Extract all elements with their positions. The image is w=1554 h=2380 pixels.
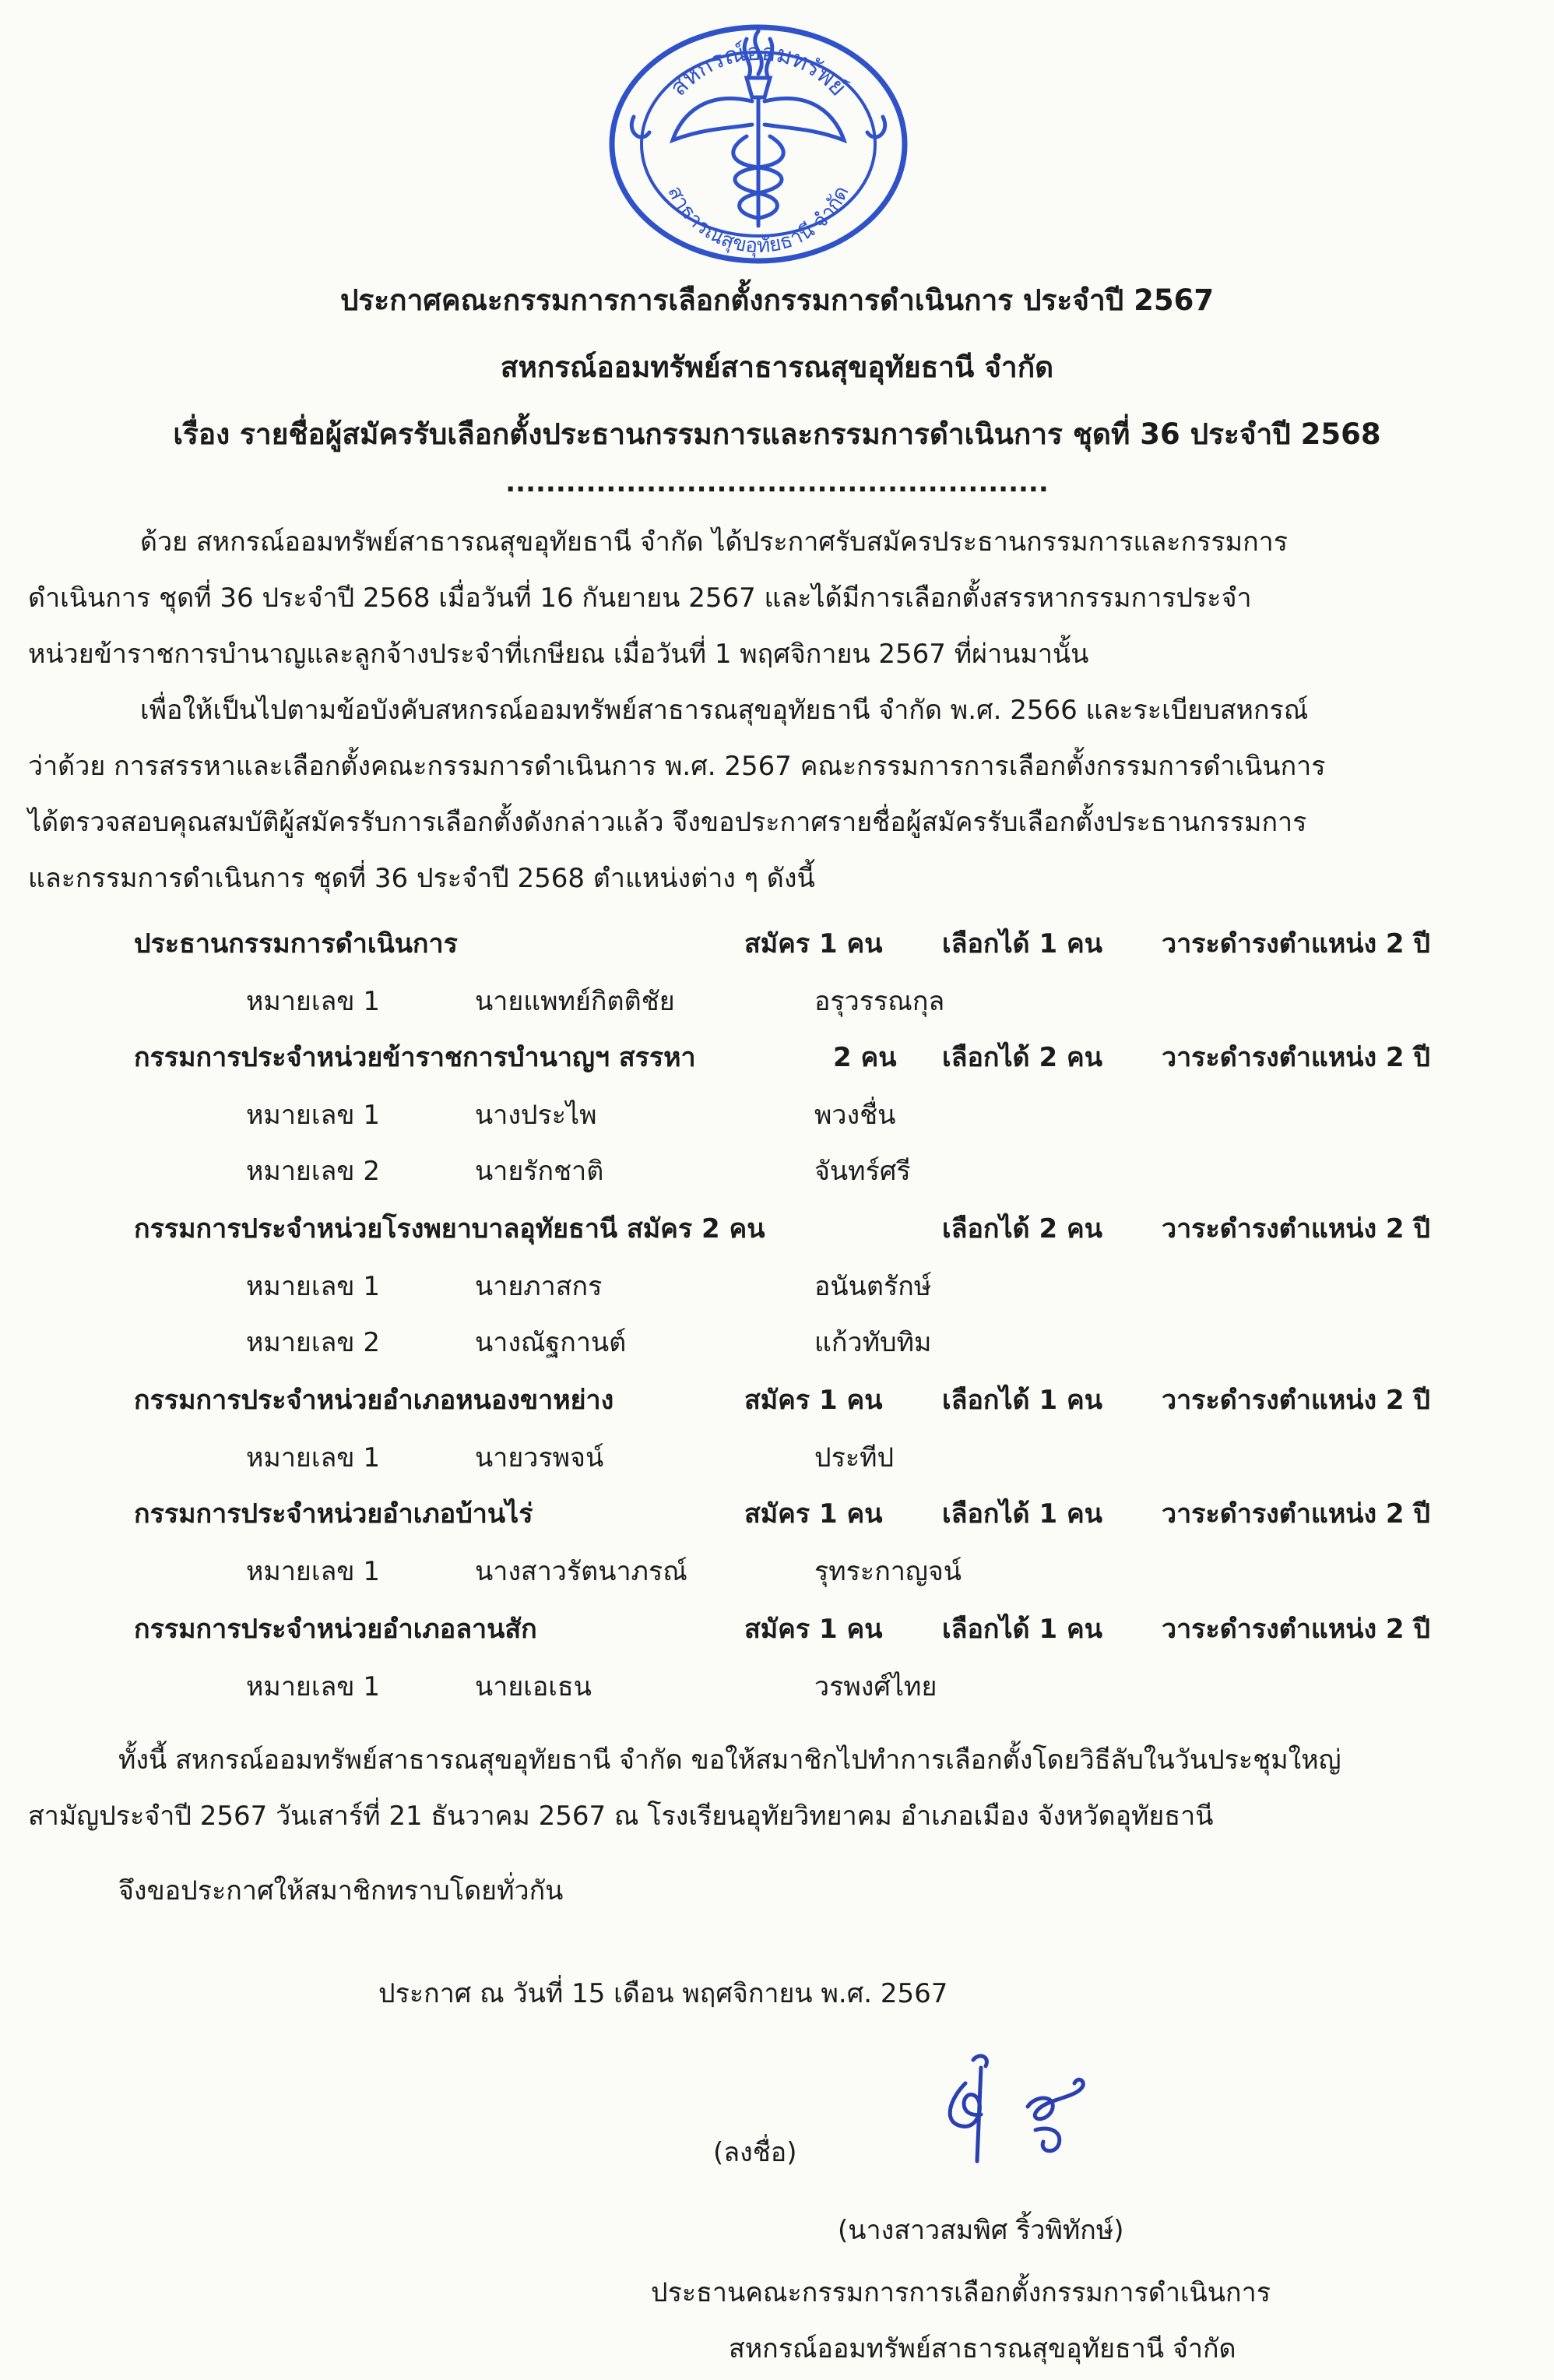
candidate-number: หมายเลข 1 [246, 986, 380, 1017]
intro-paragraph-line: ว่าด้วย การสรรหาและเลือกตั้งคณะกรรมการดำเนินการ พ.ศ. 2567 คณะกรรมการการเลือกตั้งกรรมการดำเนินการ [28, 751, 1326, 782]
candidate-first-name: นางประไพ [475, 1100, 597, 1131]
handwritten-signature [919, 2052, 1137, 2169]
position-elect: เลือกได้ 2 คน [942, 1213, 1102, 1245]
intro-paragraph-line: ได้ตรวจสอบคุณสมบัติผู้สมัครรับการเลือกตั้งดังกล่าวแล้ว จึงขอประกาศรายชื่อผู้สมัครรับเลือกตั้งประธานกรรมการ [28, 807, 1307, 838]
header-rule: ...................................................... [505, 467, 1049, 498]
sign-label: (ลงชื่อ) [713, 2137, 797, 2168]
intro-paragraph-line: เพื่อให้เป็นไปตามข้อบังคับสหกรณ์ออมทรัพย์สาธารณสุขอุทัยธานี จำกัด พ.ศ. 2566 และระเบียบสหกรณ์ [140, 695, 1309, 726]
position-term: วาระดำรงตำแหน่ง 2 ปี [1162, 1614, 1430, 1645]
candidate-first-name: นางสาวรัตนาภรณ์ [475, 1556, 687, 1587]
position-elect: เลือกได้ 1 คน [942, 1498, 1102, 1530]
candidate-first-name: นายภาสกร [475, 1271, 603, 1302]
candidate-first-name: นายแพทย์กิตติชัย [475, 986, 675, 1017]
position-elect: เลือกได้ 1 คน [942, 1614, 1102, 1645]
candidate-last-name: อรุวรรณกุล [814, 986, 945, 1017]
candidate-last-name: อนันตรักษ์ [814, 1271, 932, 1302]
position-term: วาระดำรงตำแหน่ง 2 ปี [1162, 1042, 1430, 1073]
position-elect: เลือกได้ 2 คน [942, 1042, 1102, 1073]
candidate-last-name: แก้วทับทิม [814, 1327, 932, 1358]
candidate-last-name: ประทีป [814, 1442, 895, 1473]
position-term: วาระดำรงตำแหน่ง 2 ปี [1162, 928, 1430, 959]
candidate-number: หมายเลข 2 [246, 1327, 380, 1358]
candidate-last-name: พวงชื่น [814, 1100, 896, 1131]
candidate-number: หมายเลข 1 [246, 1556, 380, 1587]
closing-paragraph-line: สามัญประจำปี 2567 วันเสาร์ที่ 21 ธันวาคม 2567 ณ โรงเรียนอุทัยวิทยาคม อำเภอเมือง จังหวัดอุทัยธานี [28, 1801, 1214, 1832]
position-title: กรรมการประจำหน่วยข้าราชการบำนาญฯ สรรหา [134, 1042, 696, 1073]
intro-paragraph-line: และกรรมการดำเนินการ ชุดที่ 36 ประจำปี 2568 ตำแหน่งต่าง ๆ ดังนี้ [28, 863, 815, 894]
position-elect: เลือกได้ 1 คน [942, 928, 1102, 959]
candidate-number: หมายเลข 1 [246, 1100, 380, 1131]
candidate-number: หมายเลข 2 [246, 1156, 380, 1187]
seal-bottom-text: สาธารณสุขอุทัยธานี จำกัด [663, 182, 854, 259]
candidate-number: หมายเลข 1 [246, 1671, 380, 1702]
signatory-title: ประธานคณะกรรมการการเลือกตั้งกรรมการดำเนินการ [651, 2277, 1271, 2308]
intro-paragraph-line: ด้วย สหกรณ์ออมทรัพย์สาธารณสุขอุทัยธานี จำกัด ได้ประกาศรับสมัครประธานกรรมการและกรรมการ [140, 526, 1289, 558]
candidate-first-name: นายรักชาติ [475, 1156, 604, 1187]
candidate-first-name: นางณัฐกานต์ [475, 1327, 627, 1358]
position-title: กรรมการประจำหน่วยอำเภอบ้านไร่ [134, 1498, 533, 1530]
candidate-last-name: วรพงศ์ไทย [814, 1671, 937, 1702]
position-term: วาระดำรงตำแหน่ง 2 ปี [1162, 1498, 1430, 1530]
closing-statement: จึงขอประกาศให้สมาชิกทราบโดยทั่วกัน [118, 1875, 564, 1906]
position-applied: 2 คน [833, 1042, 897, 1073]
closing-paragraph-line: ทั้งนี้ สหกรณ์ออมทรัพย์สาธารณสุขอุทัยธานี จำกัด ขอให้สมาชิกไปทำการเลือกตั้งโดยวิธีลับในวันประชุมใหญ่ [118, 1745, 1341, 1776]
candidate-number: หมายเลข 1 [246, 1442, 380, 1473]
announcement-date: ประกาศ ณ วันที่ 15 เดือน พฤศจิกายน พ.ศ. 2567 [378, 1978, 948, 2009]
position-applied: สมัคร 1 คน [744, 1614, 883, 1645]
candidate-first-name: นายวรพจน์ [475, 1442, 604, 1473]
candidate-last-name: จันทร์ศรี [814, 1156, 911, 1187]
position-applied: สมัคร 1 คน [744, 1385, 883, 1416]
candidate-last-name: รุทระกาญจน์ [814, 1556, 962, 1587]
seal-top-text: สหกรณ์ออมทรัพย์ [664, 38, 853, 102]
announcement-subject: เรื่อง รายชื่อผู้สมัครรับเลือกตั้งประธานกรรมการและกรรมการดำเนินการ ชุดที่ 36 ประจำปี 2568 [173, 417, 1381, 451]
candidate-first-name: นายเอเธน [475, 1671, 592, 1702]
position-applied: สมัคร 1 คน [744, 928, 883, 959]
signatory-organization: สหกรณ์ออมทรัพย์สาธารณสุขอุทัยธานี จำกัด [729, 2333, 1236, 2364]
cooperative-seal [587, 0, 930, 269]
signatory-name: (นางสาวสมพิศ ริ้วพิทักษ์) [838, 2215, 1124, 2246]
intro-paragraph-line: หน่วยข้าราชการบำนาญและลูกจ้างประจำที่เกษียณ เมื่อวันที่ 1 พฤศจิกายน 2567 ที่ผ่านมานั้น [28, 639, 1089, 670]
position-title: กรรมการประจำหน่วยอำเภอหนองขาหย่าง [134, 1385, 614, 1416]
position-elect: เลือกได้ 1 คน [942, 1385, 1102, 1416]
position-title: กรรมการประจำหน่วยโรงพยาบาลอุทัยธานี สมัคร 2 คน [134, 1213, 765, 1245]
position-title: กรรมการประจำหน่วยอำเภอลานสัก [134, 1614, 537, 1645]
intro-paragraph-line: ดำเนินการ ชุดที่ 36 ประจำปี 2568 เมื่อวันที่ 16 กันยายน 2567 และได้มีการเลือกตั้งสรรหากรรมการประจำ [28, 583, 1252, 614]
position-term: วาระดำรงตำแหน่ง 2 ปี [1162, 1213, 1430, 1245]
position-title: ประธานกรรมการดำเนินการ [134, 928, 458, 959]
candidate-number: หมายเลข 1 [246, 1271, 380, 1302]
position-applied: สมัคร 1 คน [744, 1498, 883, 1530]
announcement-title: ประกาศคณะกรรมการการเลือกตั้งกรรมการดำเนินการ ประจำปี 2567 [339, 283, 1215, 317]
cooperative-name: สหกรณ์ออมทรัพย์สาธารณสุขอุทัยธานี จำกัด [500, 350, 1054, 384]
position-term: วาระดำรงตำแหน่ง 2 ปี [1162, 1385, 1430, 1416]
